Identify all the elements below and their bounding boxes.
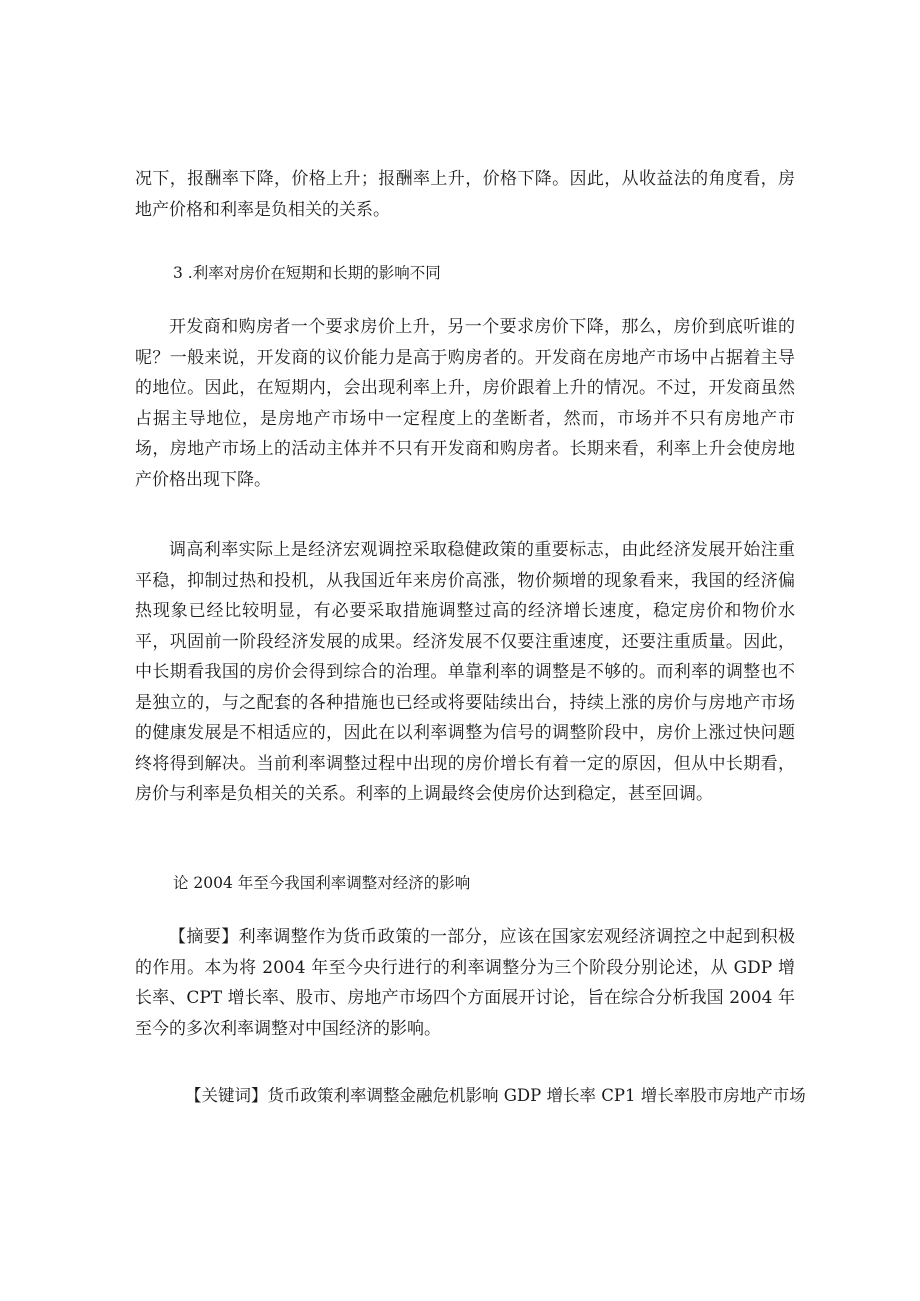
article-title: 论 2004 年至今我国利率调整对经济的影响 [173, 874, 471, 892]
continued-paragraph: 况下，报酬率下降，价格上升；报酬率上升，价格下降。因此，从收益法的角度看，房地产价格和利率是负相关的关系。 [135, 169, 795, 220]
keywords: 【关键词】货币政策利率调整金融危机影响 GDP 增长率 CP1 增长率股市房地产市场 [185, 1086, 806, 1105]
abstract: 【摘要】利率调整作为货币政策的一部分，应该在国家宏观经济调控之中起到积极的作用。本为将 2004 年至今央行进行的利率调整分为三个阶段分别论述，从 GDP 增长率、CPT 增长率、股市、房地产市场四个方面展开讨论，旨在综合分析我国 2004 年至今的多次利率调整对中国经济的影响。 [135, 927, 795, 1039]
paragraph-developers: 开发商和购房者一个要求房价上升，另一个要求房价下降，那么，房价到底听谁的呢？一般来说，开发商的议价能力是高于购房者的。开发商在房地产市场中占据着主导的地位。因此，在短期内，会出现利率上升，房价跟着上升的情况。不过，开发商虽然占据主导地位，是房地产市场中一定程度上的垄断者，然而，市场并不只有房地产市场，房地产市场上的活动主体并不只有开发商和购房者。长期来看，利率上升会使房地产价格出现下降。 [135, 317, 795, 490]
paragraph-raising-rates: 调高利率实际上是经济宏观调控采取稳健政策的重要标志，由此经济发展开始注重平稳，抑制过热和投机，从我国近年来房价高涨，物价频增的现象看来，我国的经济偏热现象已经比较明显，有必要采取措施调整过高的经济增长速度，稳定房价和物价水平，巩固前一阶段经济发展的成果。经济发展不仅要注重速度，还要注重质量。因此，中长期看我国的房价会得到综合的治理。单靠利率的调整是不够的。而利率的调整也不是独立的，与之配套的各种措施也已经或将要陆续出台，持续上涨的房价与房地产市场的健康发展是不相适应的，因此在以利率调整为信号的调整阶段中，房价上涨过快问题终将得到解决。当前利率调整过程中出现的房价增长有着一定的原因，但从中长期看，房价与利率是负相关的关系。利率的上调最终会使房价达到稳定，甚至回调。 [135, 540, 795, 804]
section-heading: 3 .利率对房价在短期和长期的影响不同 [173, 264, 441, 282]
